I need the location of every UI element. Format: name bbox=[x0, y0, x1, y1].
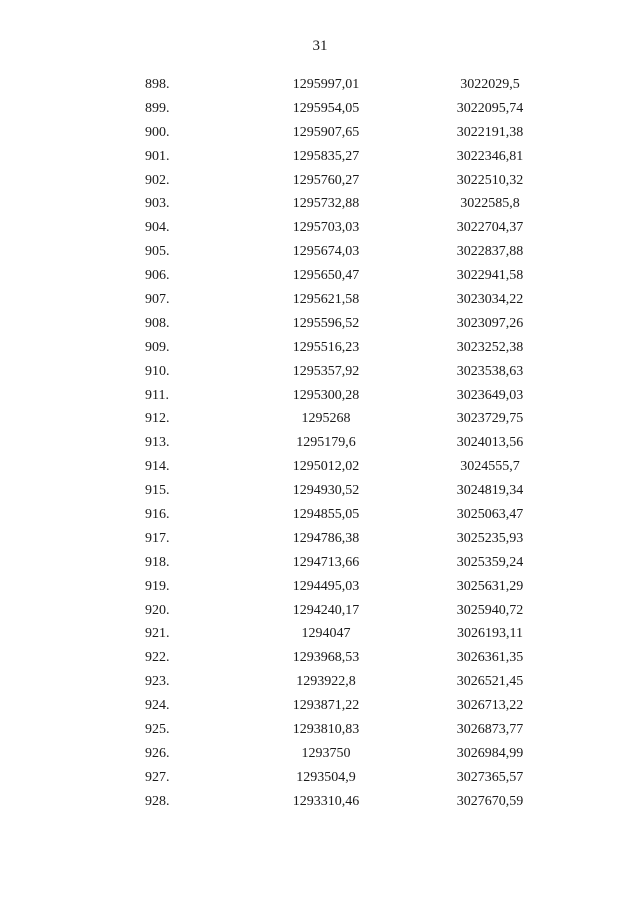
point-number: 921. bbox=[145, 626, 170, 642]
point-number: 902. bbox=[145, 172, 170, 188]
x-coordinate: 1295650,47 bbox=[292, 268, 360, 284]
point-number: 911. bbox=[145, 387, 169, 403]
point-number: 918. bbox=[145, 554, 170, 570]
x-coordinate: 1293310,46 bbox=[292, 793, 360, 809]
point-number: 903. bbox=[145, 196, 170, 212]
point-number: 904. bbox=[145, 220, 170, 236]
x-coordinate: 1295300,28 bbox=[292, 387, 360, 403]
table-row bbox=[0, 551, 640, 575]
x-coordinate: 1294786,38 bbox=[292, 530, 360, 546]
point-number: 928. bbox=[145, 793, 170, 809]
point-number: 913. bbox=[145, 435, 170, 451]
y-coordinate: 3027670,59 bbox=[456, 793, 524, 809]
y-coordinate: 3022585,8 bbox=[460, 196, 520, 212]
table-row bbox=[0, 216, 640, 240]
point-number: 922. bbox=[145, 650, 170, 666]
x-coordinate: 1295732,88 bbox=[292, 196, 360, 212]
x-coordinate: 1295703,03 bbox=[292, 220, 360, 236]
x-coordinate: 1294855,05 bbox=[292, 507, 360, 523]
table-row bbox=[0, 121, 640, 145]
y-coordinate: 3023034,22 bbox=[456, 292, 524, 308]
table-row bbox=[0, 431, 640, 455]
y-coordinate: 3024555,7 bbox=[460, 459, 520, 475]
y-coordinate: 3025063,47 bbox=[456, 507, 524, 523]
table-row bbox=[0, 336, 640, 360]
table-row bbox=[0, 670, 640, 694]
table-row bbox=[0, 169, 640, 193]
x-coordinate: 1295268 bbox=[301, 411, 351, 427]
y-coordinate: 3022029,5 bbox=[460, 77, 520, 92]
point-number: 915. bbox=[145, 483, 170, 499]
x-coordinate: 1295596,52 bbox=[292, 315, 360, 331]
x-coordinate: 1294930,52 bbox=[292, 483, 360, 499]
y-coordinate: 3023252,38 bbox=[456, 339, 524, 355]
table-row bbox=[0, 479, 640, 503]
table-row bbox=[0, 694, 640, 718]
y-coordinate: 3026361,35 bbox=[456, 650, 524, 666]
point-number: 900. bbox=[145, 124, 170, 140]
y-coordinate: 3025940,72 bbox=[456, 602, 524, 618]
table-row bbox=[0, 646, 640, 670]
point-number: 923. bbox=[145, 674, 170, 690]
y-coordinate: 3023097,26 bbox=[456, 315, 524, 331]
point-number: 910. bbox=[145, 363, 170, 379]
x-coordinate: 1294495,03 bbox=[292, 578, 360, 594]
table-row bbox=[0, 192, 640, 216]
table-row bbox=[0, 360, 640, 384]
x-coordinate: 1295621,58 bbox=[292, 292, 360, 308]
y-coordinate: 3025359,24 bbox=[456, 554, 524, 570]
table-row bbox=[0, 73, 640, 97]
x-coordinate: 1294713,66 bbox=[292, 554, 360, 570]
y-coordinate: 3026193,11 bbox=[457, 626, 523, 642]
y-coordinate: 3022510,32 bbox=[456, 172, 524, 188]
y-coordinate: 3026873,77 bbox=[456, 722, 524, 738]
x-coordinate: 1294047 bbox=[301, 626, 351, 642]
y-coordinate: 3026984,99 bbox=[456, 745, 524, 761]
y-coordinate: 3022941,58 bbox=[456, 268, 524, 284]
x-coordinate: 1295907,65 bbox=[292, 124, 360, 140]
y-coordinate: 3027365,57 bbox=[456, 769, 524, 785]
y-coordinate: 3022095,74 bbox=[456, 100, 524, 116]
y-coordinate: 3024819,34 bbox=[456, 483, 524, 499]
table-row bbox=[0, 790, 640, 814]
point-number: 919. bbox=[145, 578, 170, 594]
table-row bbox=[0, 455, 640, 479]
x-coordinate: 1295674,03 bbox=[292, 244, 360, 260]
coordinates-table bbox=[0, 73, 640, 814]
x-coordinate: 1293750 bbox=[301, 745, 351, 761]
table-row bbox=[0, 718, 640, 742]
point-number: 926. bbox=[145, 745, 170, 761]
y-coordinate: 3023649,03 bbox=[456, 387, 524, 403]
point-number: 901. bbox=[145, 148, 170, 164]
table-row bbox=[0, 384, 640, 408]
point-number: 914. bbox=[145, 459, 170, 475]
x-coordinate: 1295012,02 bbox=[292, 459, 360, 475]
y-coordinate: 3022346,81 bbox=[456, 148, 524, 164]
point-number: 912. bbox=[145, 411, 170, 427]
table-row bbox=[0, 599, 640, 623]
point-number: 908. bbox=[145, 315, 170, 331]
x-coordinate: 1295835,27 bbox=[292, 148, 360, 164]
x-coordinate: 1295760,27 bbox=[292, 172, 360, 188]
y-coordinate: 3022191,38 bbox=[456, 124, 524, 140]
point-number: 916. bbox=[145, 507, 170, 523]
x-coordinate: 1294240,17 bbox=[292, 602, 360, 618]
x-coordinate: 1295954,05 bbox=[292, 100, 360, 116]
x-coordinate: 1293922,8 bbox=[296, 674, 356, 690]
table-row bbox=[0, 527, 640, 551]
table-row bbox=[0, 312, 640, 336]
table-row bbox=[0, 288, 640, 312]
x-coordinate: 1295997,01 bbox=[292, 77, 360, 92]
table-row bbox=[0, 240, 640, 264]
point-number: 925. bbox=[145, 722, 170, 738]
y-coordinate: 3026521,45 bbox=[456, 674, 524, 690]
y-coordinate: 3022837,88 bbox=[456, 244, 524, 260]
point-number: 907. bbox=[145, 292, 170, 308]
table-row bbox=[0, 742, 640, 766]
x-coordinate: 1295179,6 bbox=[296, 435, 356, 451]
point-number: 905. bbox=[145, 244, 170, 260]
y-coordinate: 3023729,75 bbox=[456, 411, 524, 427]
table-row bbox=[0, 503, 640, 527]
page-number: 31 bbox=[312, 38, 328, 54]
x-coordinate: 1293968,53 bbox=[292, 650, 360, 666]
y-coordinate: 3022704,37 bbox=[456, 220, 524, 236]
table-row bbox=[0, 622, 640, 646]
point-number: 917. bbox=[145, 530, 170, 546]
point-number: 899. bbox=[145, 100, 170, 116]
x-coordinate: 1293810,83 bbox=[292, 722, 360, 738]
y-coordinate: 3023538,63 bbox=[456, 363, 524, 379]
point-number: 927. bbox=[145, 769, 170, 785]
x-coordinate: 1293504,9 bbox=[296, 769, 356, 785]
x-coordinate: 1293871,22 bbox=[292, 698, 360, 714]
x-coordinate: 1295516,23 bbox=[292, 339, 360, 355]
point-number: 920. bbox=[145, 602, 170, 618]
point-number: 909. bbox=[145, 339, 170, 355]
table-row bbox=[0, 766, 640, 790]
point-number: 898. bbox=[145, 77, 170, 92]
table-row bbox=[0, 97, 640, 121]
x-coordinate: 1295357,92 bbox=[292, 363, 360, 379]
point-number: 924. bbox=[145, 698, 170, 714]
y-coordinate: 3026713,22 bbox=[456, 698, 524, 714]
y-coordinate: 3025235,93 bbox=[456, 530, 524, 546]
point-number: 906. bbox=[145, 268, 170, 284]
y-coordinate: 3024013,56 bbox=[456, 435, 524, 451]
table-row bbox=[0, 575, 640, 599]
table-row bbox=[0, 264, 640, 288]
table-row bbox=[0, 407, 640, 431]
table-row bbox=[0, 145, 640, 169]
y-coordinate: 3025631,29 bbox=[456, 578, 524, 594]
